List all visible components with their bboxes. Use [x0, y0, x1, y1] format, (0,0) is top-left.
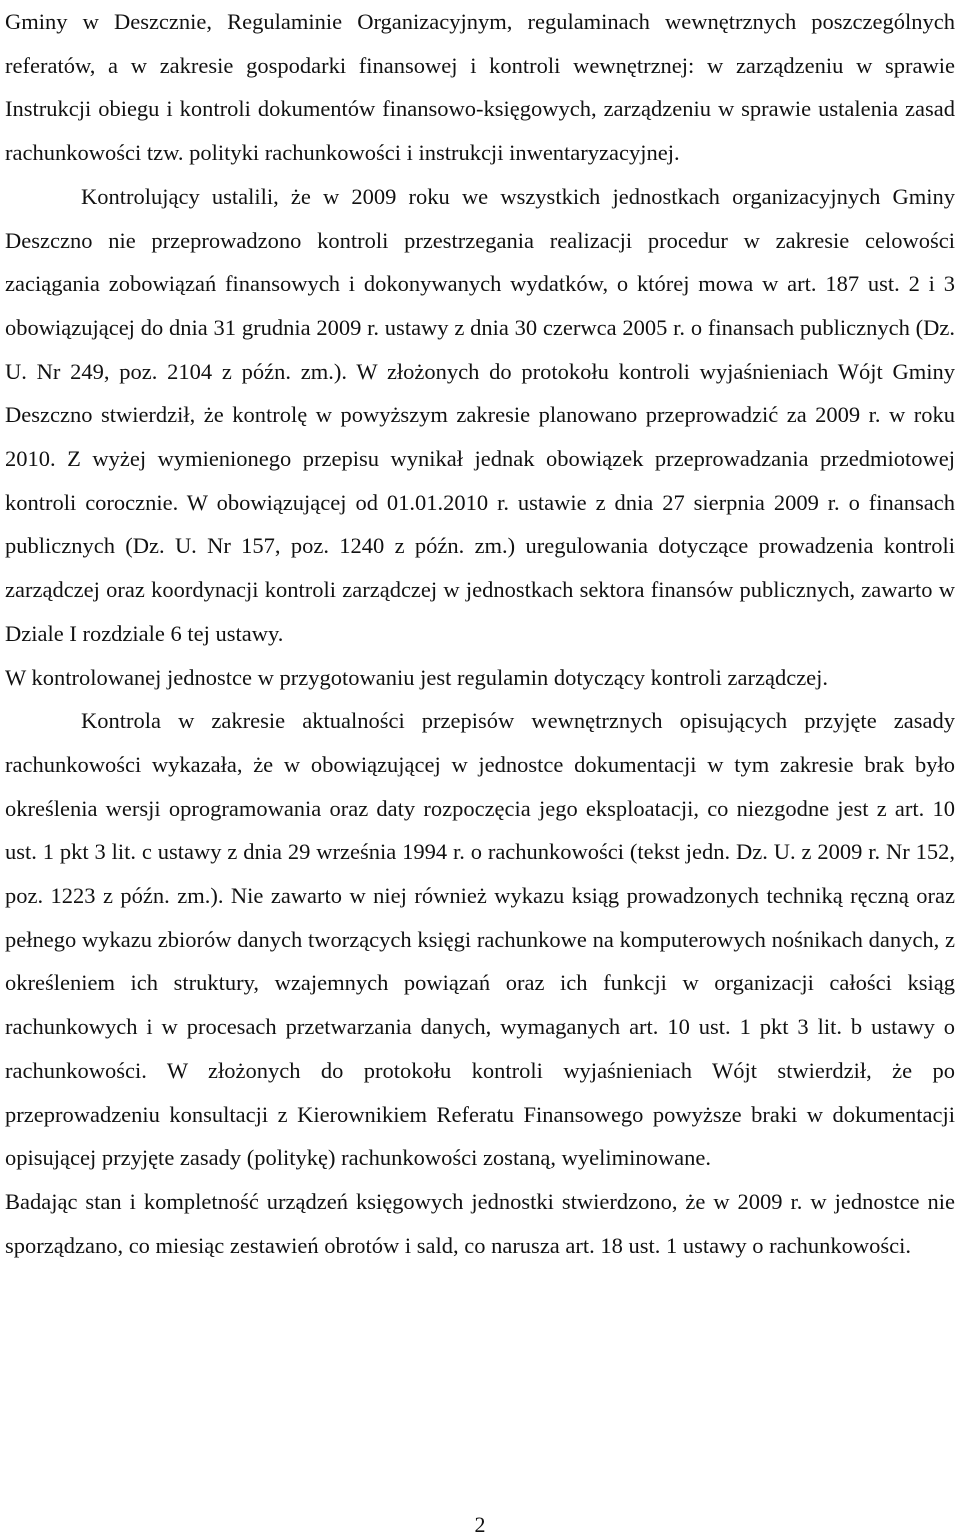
paragraph-continuation: Gminy w Deszcznie, Regulaminie Organizacyjnym, regulaminach wewnętrznych poszczególnych referatów, a w zakresie gospodarki finansowej i kontroli wewnętrznej: w zarządzeniu w sprawie Instrukcji obiegu i kontroli dokumentów finansowo-księgowych, zarządzeniu w sprawie ustalenia zasad rachunkowości tzw. polityki rachunkowości i instrukcji inwentaryzacyjnej. — [5, 9, 955, 166]
page-number: 2 — [474, 1512, 486, 1537]
paragraph-control-findings: Kontrolujący ustalili, że w 2009 roku we wszystkich jednostkach organizacyjnych Gminy Deszczno nie przeprowadzono kontroli przestrzegania realizacji procedur w zakresie celowości zaciągania zobowiązań finansowych i dokonywanych wydatków, o której mowa w art. 187 ust. 2 i 3 obowiązującej do dnia 31 grudnia 2009 r. ustawy z dnia 30 czerwca 2005 r. o finansach publicznych (Dz. U. Nr 249, poz. 2104 z późn. zm.). W złożonych do protokołu kontroli wyjaśnieniach Wójt Gminy Deszczno stwierdził, że kontrolę w powyższym zakresie planowano przeprowadzić za 2009 r. w roku 2010. Z wyżej wymienionego przepisu wynikał jednak obowiązek przeprowadzania przedmiotowej kontroli corocznie. W obowiązującej od 01.01.2010 r. ustawie z dnia 27 sierpnia 2009 r. o finansach publicznych (Dz. U. Nr 157, poz. 1240 z późn. zm.) uregulowania dotyczące prowadzenia kontroli zarządczej oraz koordynacji kontroli zarządczej w jednostkach sektora finansów publicznych, zawarto w Dziale I rozdziale 6 tej ustawy. — [5, 183, 955, 646]
paragraph-ledger-state: Badając stan i kompletność urządzeń księgowych jednostki stwierdzono, że w 2009 r. w jednostce nie sporządzano, co miesiąc zestawień obrotów i sald, co narusza art. 18 ust. 1 ustawy o rachunkowości. — [5, 1188, 955, 1258]
paragraph-management-control: W kontrolowanej jednostce w przygotowaniu jest regulamin dotyczący kontroli zarządczej. — [5, 664, 829, 690]
paragraph-accounting-policy: Kontrola w zakresie aktualności przepisów wewnętrznych opisujących przyjęte zasady rachunkowości wykazała, że w obowiązującej w jednostce dokumentacji w tym zakresie brak było określenia wersji oprogramowania oraz daty rozpoczęcia jego eksploatacji, co niezgodne jest z art. 10 ust. 1 pkt 3 lit. c ustawy z dnia 29 września 1994 r. o rachunkowości (tekst jedn. Dz. U. z 2009 r. Nr 152, poz. 1223 z późn. zm.). Nie zawarto w niej również wykazu ksiąg prowadzonych techniką ręczną oraz pełnego wykazu zbiorów danych tworzących księgi rachunkowe na komputerowych nośnikach danych, z określeniem ich struktury, wzajemnych powiązań oraz ich funkcji w organizacji całości ksiąg rachunkowych i w procesach przetwarzania danych, wymaganych art. 10 ust. 1 pkt 3 lit. b ustawy o rachunkowości. W złożonych do protokołu kontroli wyjaśnieniach Wójt stwierdził, że po przeprowadzeniu konsultacji z Kierownikiem Referatu Finansowego powyższe braki w dokumentacji opisującej przyjęte zasady (politykę) rachunkowości zostaną, wyeliminowane. — [5, 708, 955, 1171]
document-page — [5, 0, 955, 1267]
